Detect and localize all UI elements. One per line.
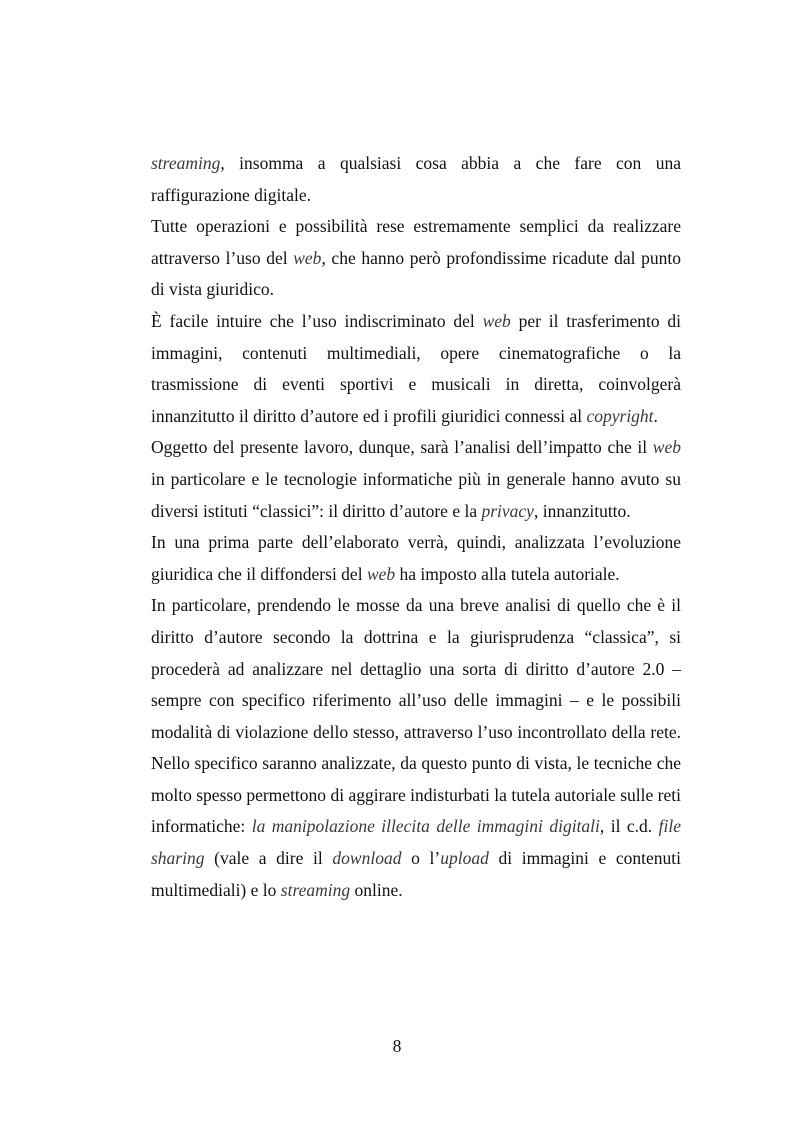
italic-term: download [332,848,402,869]
paragraph-object-of-work [151,432,681,527]
italic-term: la manipolazione illecita delle immagini digitali [251,816,600,837]
text-run: ha imposto alla tutela autoriale. [395,563,620,584]
text-run: (vale a dire il [204,848,333,869]
text-run: , innanzitutto. [533,500,631,521]
text-run: per il trasferimento di immagini, contenuti multimediali, opere cinematografiche o la trasmissione di eventi sportivi e musicali in diretta, coinvolgerà innanzitutto il diritto d’autore ed i profili giuridici connessi al [151,310,681,426]
italic-term: web [652,437,681,458]
text-run: in particolare e le tecnologie informatiche più in generale hanno avuto su diversi istituti “classici”: il diritto d’autore e la [151,468,681,521]
text-run: , il c.d. [599,816,659,837]
italic-term: upload [440,848,489,869]
paragraph-web-operations [151,211,681,306]
paragraph-first-part [151,527,681,590]
italic-term: web [293,247,322,268]
paragraph-in-particular [151,590,681,906]
italic-term: web [366,563,396,584]
italic-term: copyright [586,405,654,426]
italic-term: privacy [481,500,534,521]
paragraph-copyright [151,306,681,432]
paragraph-streaming-intro [151,148,681,211]
text-run: . [653,405,658,426]
text-run: di immagini e contenuti multimediali) e lo [151,848,681,900]
text-run: online. [350,879,403,900]
italic-term: streaming [280,879,351,900]
page-number: 8 [392,1036,402,1056]
text-run: In particolare, prendendo le mosse da una breve analisi di quello che è il diritto d’autore secondo la dottrina e la giurisprudenza “classica”, si procederà ad analizzare nel dettaglio una sorta di diritto d’autore 2.0 – sempre con specifico riferimento all’uso delle immagini – e le possibili modalità di violazione dello stesso, attraverso l’uso incontrollato della rete. Nello specifico saranno analizzate, da questo punto di vista, le tecniche che molto spesso permettono di aggirare indisturbati la tutela autoriale sulle reti informatiche: [151,595,681,837]
text-run: È facile intuire che l’uso indiscriminato del [151,310,483,331]
italic-term: file sharing [151,816,681,869]
text-run: In una prima parte dell’elaborato verrà, quindi, analizzata l’evoluzione giuridica che il diffondersi del [151,532,681,584]
page-body [151,148,681,906]
italic-term: web [482,310,511,331]
text-run: , che hanno però profondissime ricadute dal punto di vista giuridico. [151,247,682,300]
text-run: Oggetto del presente lavoro, dunque, sarà l’analisi dell’impatto che il [151,437,653,458]
text-run: Tutte operazioni e possibilità rese estremamente semplici da realizzare attraverso l’uso del [151,216,681,268]
text-run: o l’ [401,848,441,869]
italic-term: streaming [151,153,221,173]
text-run: , insomma a qualsiasi cosa abbia a che fare con una raffigurazione digitale. [151,153,681,205]
